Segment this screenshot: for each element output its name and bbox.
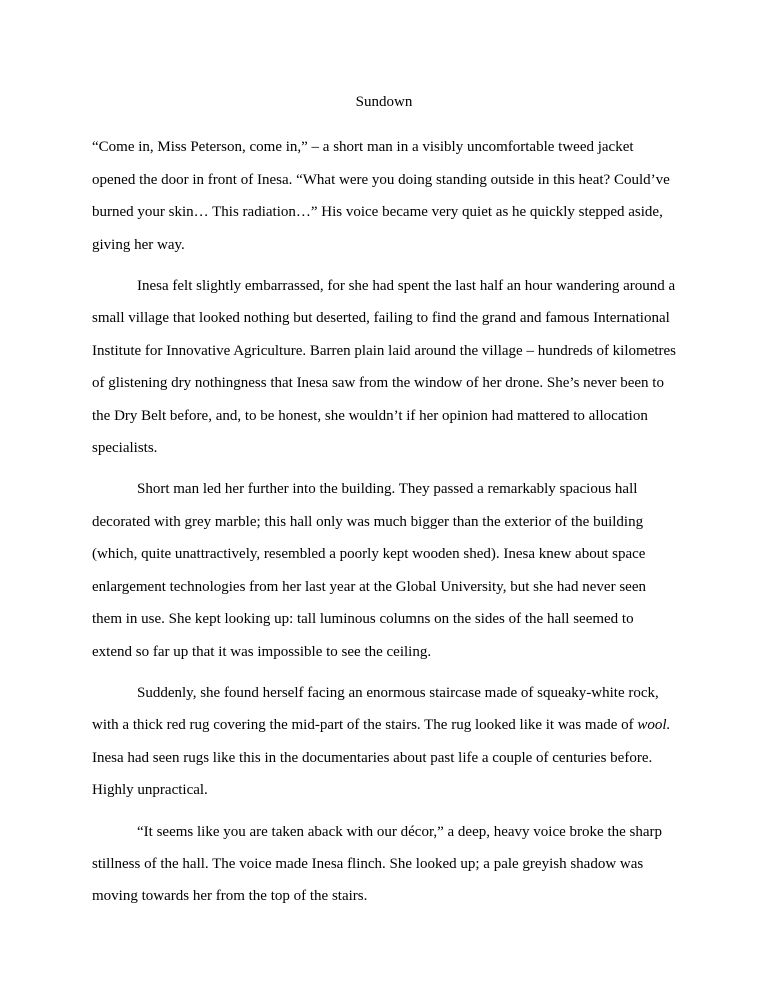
paragraph-4 — [92, 677, 676, 807]
paragraph-3: Short man led her further into the building. They passed a remarkably spacious hall decorated with grey marble; this hall only was much bigger than the exterior of the building (which, quite unattractively, resembled a poorly kept wooden shed). Inesa knew about space enlargement technologies from her last year at the Global University, but she had never seen them in use. She kept looking up: tall luminous columns on the sides of the hall seemed to extend so far up that it was impossible to see the ceiling. — [92, 481, 646, 660]
document-title: Sundown — [355, 94, 413, 110]
paragraph-2: Inesa felt slightly embarrassed, for she had spent the last half an hour wandering around a small village that looked nothing but deserted, failing to find the grand and famous International Institute for Innovative Agriculture. Barren plain laid around the village – hundreds of kilometres of glistening dry nothingness that Inesa saw from the window of her drone. She’s never been to the Dry Belt before, and, to be honest, she wouldn’t if her opinion had mattered to allocation specialists. — [92, 278, 677, 457]
paragraph-4-segment-after: Inesa had seen rugs like this in the documentaries about past life a couple of centuries before. Highly unpractical. — [92, 749, 653, 799]
paragraph-4-italic-word: wool. — [637, 717, 671, 734]
paragraph-4-segment-before: Suddenly, she found herself facing an enormous staircase made of squeaky-white rock, with a thick red rug covering the mid-part of the stairs. The rug looked like it was made of — [92, 684, 659, 734]
paragraph-1: “Come in, Miss Peterson, come in,” – a short man in a visibly uncomfortable tweed jacket opened the door in front of Inesa. “What were you doing standing outside in this heat? Could’ve burned your skin… This radiation…” His voice became very quiet as he quickly stepped aside, giving her way. — [92, 139, 670, 253]
paragraph-5: “It seems like you are taken aback with our décor,” a deep, heavy voice broke the sharp stillness of the hall. The voice made Inesa flinch. She looked up; a pale greyish shadow was moving towards her from the top of the stairs. — [92, 823, 663, 905]
